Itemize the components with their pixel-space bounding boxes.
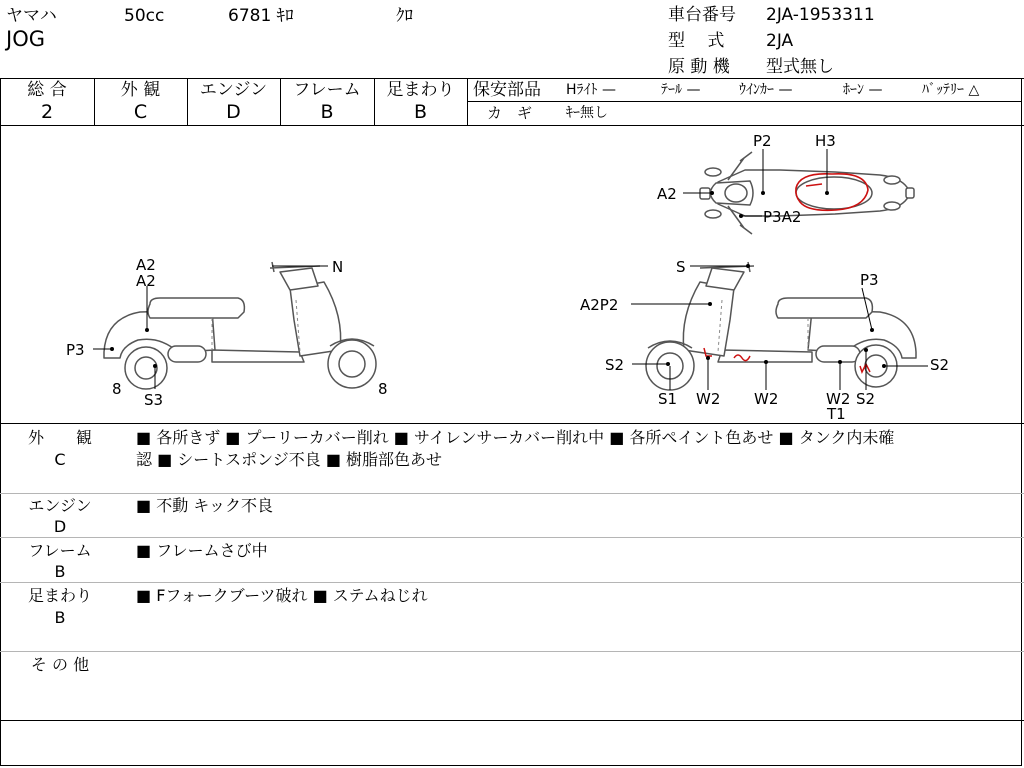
section-frame-grade: B <box>54 562 66 581</box>
divider <box>0 582 1024 583</box>
divider <box>0 423 1024 424</box>
maker-name: ヤマハ <box>6 6 57 26</box>
divider <box>0 537 1024 538</box>
grade-header-engine: エンジン <box>199 80 268 100</box>
grade-header-suspension: 足まわり <box>386 80 455 100</box>
label-h3: H3 <box>815 132 836 150</box>
section-exterior-label: 外 観 <box>27 428 92 447</box>
grade-header-exterior: 外 観 <box>120 80 161 100</box>
safety-label: 保安部品 <box>473 80 541 100</box>
model-name: JOG <box>6 27 45 51</box>
divider <box>467 101 1022 102</box>
type-label: 型 式 <box>668 31 725 51</box>
section-engine-grade: D <box>53 517 67 536</box>
label-s1: S1 <box>658 390 678 408</box>
label-p3: P3 <box>860 271 879 289</box>
grade-value-frame: B <box>320 101 334 123</box>
label-s3: S3 <box>144 391 164 409</box>
type-value: 2JA <box>766 31 794 51</box>
divider <box>0 493 1024 494</box>
grade-header-overall: 総 合 <box>27 80 67 100</box>
label-w2: W2 <box>696 390 721 408</box>
grade-value-suspension: B <box>413 101 428 123</box>
label-t1: T1 <box>827 405 846 423</box>
engine-notes: ■ 不動 キック不良 <box>136 496 273 515</box>
label-w2: W2 <box>826 390 851 408</box>
safety-battery: ﾊﾞｯﾃﾘｰ △ <box>922 82 980 98</box>
safety-headlight: Hﾗｲﾄ — <box>566 82 616 98</box>
label-a2p2: A2P2 <box>580 296 619 314</box>
exterior-notes-line2: 認 ■ シートスポンジ不良 ■ 樹脂部色あせ <box>136 450 443 469</box>
label-a2-top: A2 <box>136 256 156 274</box>
divider <box>467 78 468 125</box>
frame-no: 2JA-1953311 <box>766 5 875 25</box>
frame-notes: ■ フレームさび中 <box>136 541 268 560</box>
label-s2-left: S2 <box>605 356 625 374</box>
displacement: 50cc <box>124 6 165 26</box>
divider <box>0 720 1024 721</box>
exterior-notes-line1: ■ 各所きず ■ プーリーカバー削れ ■ サイレンサーカバー削れ中 ■ 各所ペイント色あせ ■ タンク内未確 <box>136 428 895 447</box>
key-label: カ ギ <box>487 104 533 122</box>
label-w2: W2 <box>754 390 779 408</box>
grade-header-frame: フレーム <box>293 80 361 100</box>
grade-value-overall: 2 <box>40 101 54 123</box>
safety-tail: ﾃｰﾙ — <box>661 82 701 98</box>
divider <box>0 78 1024 79</box>
label-a2-second: A2 <box>136 272 156 290</box>
frame-no-label: 車台番号 <box>668 5 736 25</box>
engine-type-value: 型式無し <box>766 57 834 77</box>
label-s2-right: S2 <box>930 356 950 374</box>
section-suspension-label: 足まわり <box>27 586 92 605</box>
label-s2-bottom: S2 <box>856 390 876 408</box>
section-frame-label: フレーム <box>28 541 92 560</box>
grade-value-engine: D <box>226 101 241 123</box>
suspension-notes: ■ Fフォークブーツ破れ ■ ステムねじれ <box>136 586 428 605</box>
safety-horn: ﾎｰﾝ — <box>843 82 883 98</box>
label-8-left: 8 <box>112 380 122 398</box>
label-8-right: 8 <box>378 380 388 398</box>
divider <box>0 651 1024 652</box>
label-a2: A2 <box>657 185 677 203</box>
mileage: 6781 ｷﾛ <box>228 6 294 26</box>
grade-value-exterior: C <box>133 101 148 123</box>
section-suspension-grade: B <box>54 608 66 627</box>
section-exterior-grade: C <box>54 450 66 469</box>
scooter-top-view <box>700 152 914 234</box>
scooter-diagram <box>0 125 1024 423</box>
engine-type-label: 原 動 機 <box>668 57 730 77</box>
label-p2: P2 <box>753 132 772 150</box>
safety-winker: ｳｲﾝｶｰ — <box>739 82 793 98</box>
key-status: ｷｰ無し <box>566 105 608 121</box>
section-other-label: そ の 他 <box>30 655 90 674</box>
color: ｸﾛ <box>396 6 413 26</box>
label-s: S <box>676 258 686 276</box>
section-engine-label: エンジン <box>28 496 92 515</box>
label-p3a2: P3A2 <box>763 208 802 226</box>
label-n: N <box>332 258 344 276</box>
label-p3: P3 <box>66 341 85 359</box>
